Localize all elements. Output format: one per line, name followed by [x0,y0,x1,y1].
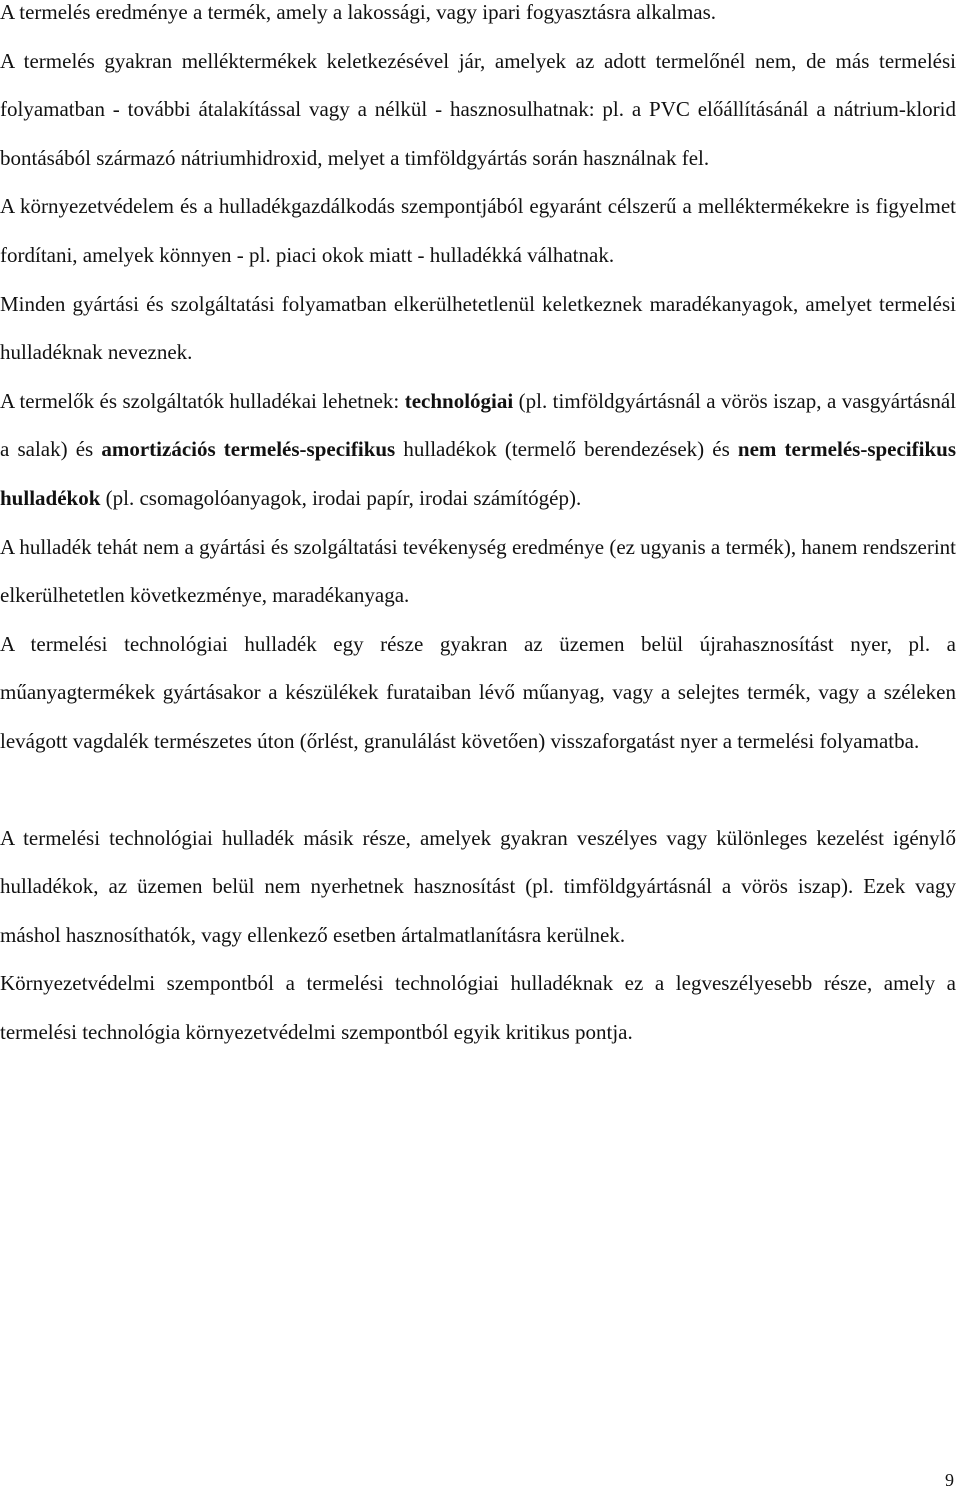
bold-term-nem-termeles-specifikus: nem termelés-specifikus hulladékok [0,437,957,510]
text-segment: A környezetvédelem és a hulladékgazdálkodás szempontjából egyaránt célszerű a melléktermékekre is figyelmet fordítani, amelyek könnyen - pl. piaci okok miatt - hulladékká válhatnak. [0,194,956,267]
bold-term-amortizacios: amortizációs termelés-specifikus [101,437,396,462]
text-segment: (pl. timföldgyártásnál a vörös iszap, a vasgyártásnál a salak) és [0,388,957,462]
text-segment: A termelési technológiai hulladék egy része gyakran az üzemen belül újrahasznosítást nyer, pl. a műanyagtermékek gyártásakor a készülékek furataiban lévő műanyag, vagy a selejtes termék, vagy a széleken levágott vagdalék természetes úton (őrlést, granulálást követően) visszaforgatást nyer a termelési folyamatba. [0,631,956,753]
text-segment: (pl. csomagolóanyagok, irodai papír, irodai számítógép). [100,485,582,510]
paragraph-6 [0,523,956,620]
paragraph-5 [0,377,956,523]
paragraph-8 [0,814,956,960]
paragraph-4 [0,280,956,377]
text-segment: A hulladék tehát nem a gyártási és szolgáltatási tevékenység eredménye (ez ugyanis a termék), hanem rendszerint elkerülhetetlen következménye, maradékanyaga. [0,534,956,608]
paragraph-1 [0,0,956,37]
text-segment: A termelés eredménye a termék, amely a lakossági, vagy ipari fogyasztásra alkalmas. [0,0,717,24]
bold-term-technologiai: technológiai [404,388,514,413]
text-segment: Minden gyártási és szolgáltatási folyamatban elkerülhetetlenül keletkeznek maradékanyagok, amelyet termelési hulladéknak neveznek. [0,291,956,365]
text-segment: A termelési technológiai hulladék másik része, amelyek gyakran veszélyes vagy különleges kezelést igénylő hulladékok, az üzemen belül nem nyerhetnek hasznosítást (pl. timföldgyártásnál a vörös iszap). Ezek vagy máshol hasznosíthatók, vagy ellenkező esetben ártalmatlanításra kerülnek. [0,825,956,947]
page-number: 9 [945,1470,954,1490]
text-segment: Környezetvédelmi szempontból a termelési technológiai hulladéknak ez a legveszélyesebb része, amely a termelési technológia környezetvédelmi szempontból egyik kritikus pontja. [0,971,956,1044]
paragraph-9 [0,959,956,1056]
paragraph-3 [0,182,956,279]
paragraph-7 [0,620,956,766]
text-segment: hulladékok (termelő berendezések) és [395,437,738,462]
text-segment: A termelők és szolgáltatók hulladékai lehetnek: [0,388,405,413]
paragraph-2 [0,37,956,183]
text-segment: A termelés gyakran melléktermékek keletkezésével jár, amelyek az adott termelőnél nem, de más termelési folyamatban - további átalakítással vagy a nélkül - hasznosulhatnak: pl. a PVC előállításánál a nátrium-klorid bontásából származó nátriumhidroxid, melyet a timföldgyártás során használnak fel. [0,48,956,170]
